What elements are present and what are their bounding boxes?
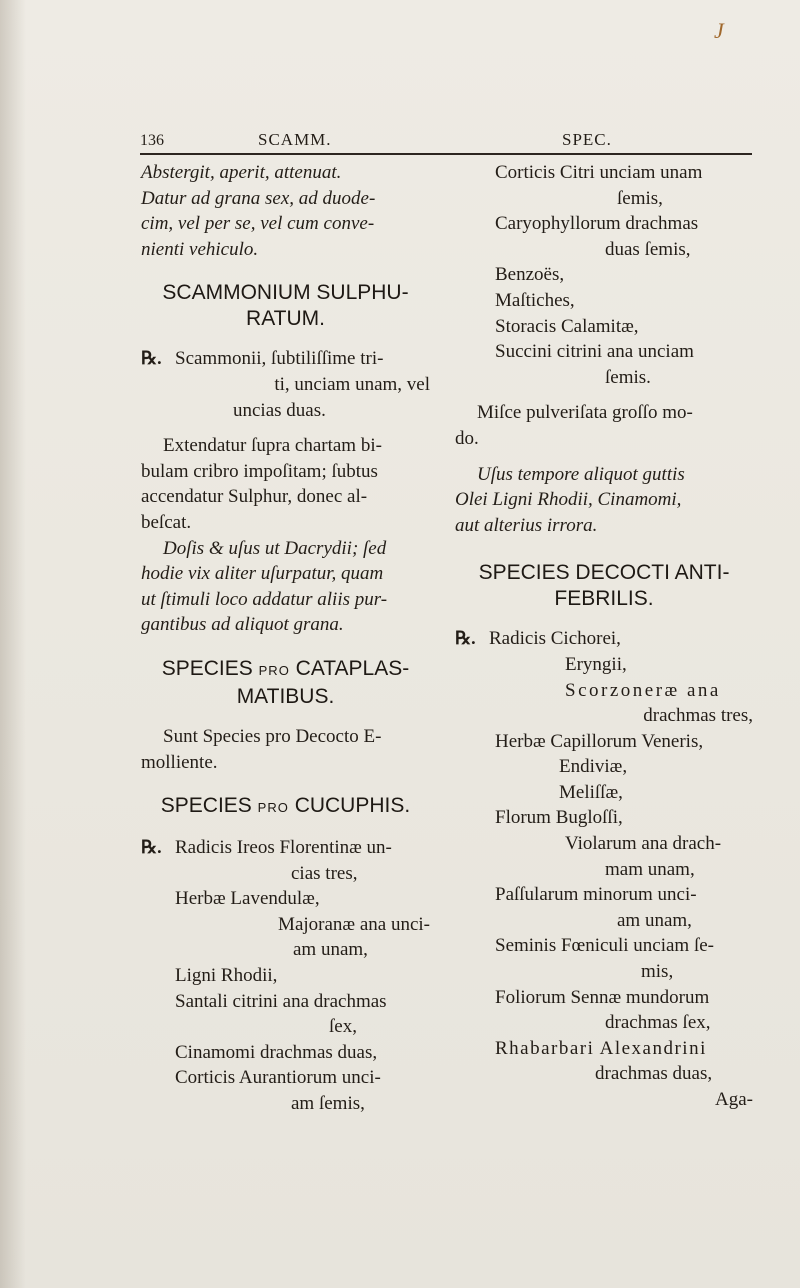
recipe-line (141, 346, 430, 372)
instruction-line: accendatur Sulphur, donec al- (141, 486, 368, 508)
recipe-text: Endiviæ, (559, 756, 628, 778)
heading-word: MATIBUS. (236, 684, 335, 708)
heading-word: SPECIES (161, 656, 253, 680)
recipe-text: Caryophyllorum drachmas (495, 213, 699, 235)
recipe-text: drachmas ſex, (605, 1012, 711, 1034)
note-line: molliente. (141, 751, 218, 773)
heading-word: CUCUPHIS. (294, 794, 411, 818)
instruction-line: beſcat. (141, 511, 192, 533)
recipe-text: Rhabarbari Alexandrini (495, 1037, 707, 1059)
catchword: Aga- (715, 1089, 753, 1110)
recipe-text: drachmas tres, (643, 705, 753, 727)
mix-line: Miſce pulveriſata groſſo mo- (477, 402, 693, 424)
recipe-text: ti, unciam unam, vel (274, 373, 430, 395)
recipe-text: duas ſemis, (605, 238, 691, 260)
usage-line: cim, vel per se, vel cum conve- (141, 213, 375, 235)
usage-line: Abstergit, aperit, attenuat. (141, 162, 342, 183)
dosage-line: Doſis & uſus ut Dacrydii; ſed (163, 537, 387, 559)
heading-small-caps: PRO (257, 800, 289, 816)
recipe-text: Corticis Citri unciam unam (495, 162, 703, 183)
recipe-text: Eryngii, (565, 653, 627, 675)
instruction-line: bulam cribro impoſitam; ſubtus (141, 460, 378, 482)
usage-line: Datur ad grana sex, ad duode- (141, 187, 376, 209)
dosage-line: gantibus ad aliquot grana. (141, 614, 344, 636)
recipe-text: Santali citrini ana drachmas (175, 990, 387, 1012)
dosage-line: ut ſtimuli loco addatur aliis pur- (141, 588, 388, 610)
recipe-text: Radicis Cichorei, (489, 628, 621, 650)
section-heading-scammonium: SCAMMONIUM SULPHU- RATUM. (162, 281, 409, 331)
recipe-symbol: ℞. (141, 837, 162, 858)
recipe-text: ſex, (329, 1016, 357, 1038)
running-head-right: SPEC. (562, 130, 612, 149)
recipe-text: Florum Bugloſſi, (495, 807, 623, 829)
recipe-text: Benzoës, (495, 264, 565, 286)
recipe-text: Herbæ Lavendulæ, (175, 888, 320, 910)
recipe-text: Foliorum Sennæ mundorum (495, 986, 710, 1008)
recipe-text: Corticis Aurantiorum unci- (175, 1067, 381, 1089)
recipe-text: Storacis Calamitæ, (495, 315, 639, 337)
recipe-text: am ſemis, (291, 1093, 365, 1115)
section-heading-cataplasmatibus (141, 656, 430, 710)
recipe-text: Cinamomi drachmas duas, (175, 1041, 378, 1063)
recipe-text: Scorzoneræ ana (565, 679, 721, 701)
recipe-text: Paſſularum minorum unci- (495, 884, 697, 906)
recipe-text: am unam, (617, 909, 692, 931)
recipe-text: Seminis Fœniculi unciam ſe- (495, 935, 715, 957)
usage-line: Olei Ligni Rhodii, Cinamomi, (455, 489, 682, 511)
mix-line: do. (455, 427, 479, 449)
recipe-text: Herbæ Capillorum Veneris, (495, 730, 704, 752)
left-column (141, 160, 430, 1117)
recipe-text: mis, (641, 961, 674, 983)
section-heading-cucuphis (141, 793, 430, 821)
recipe-text: Majoranæ ana unci- (278, 913, 430, 935)
instruction-line: Extendatur ſupra chartam bi- (163, 435, 382, 457)
usage-line: aut alterius irrora. (455, 514, 598, 536)
heading-small-caps: PRO (258, 662, 290, 678)
recipe-symbol: ℞. (455, 628, 476, 649)
recipe-text: mam unam, (605, 858, 695, 880)
note-line: Sunt Species pro Decocto E- (163, 725, 382, 747)
usage-line: nienti vehiculo. (141, 238, 259, 260)
dosage-line: hodie vix aliter uſurpatur, quam (141, 563, 384, 585)
recipe-text: Radicis Ireos Florentinæ un- (175, 837, 392, 859)
recipe-text: ſemis, (617, 187, 663, 209)
corner-ink-mark: J (714, 18, 724, 43)
recipe-text: drachmas duas, (595, 1063, 713, 1085)
recipe-text: Violarum ana drach- (565, 833, 722, 855)
page-header (0, 128, 800, 152)
recipe-line (455, 626, 753, 652)
section-heading-decocti: SPECIES DECOCTI ANTI- FEBRILIS. (478, 561, 730, 611)
recipe-line (141, 835, 430, 861)
recipe-text: Ligni Rhodii, (175, 965, 278, 987)
header-rule (140, 153, 752, 155)
recipe-text: am unam, (293, 939, 368, 961)
heading-word: CATAPLAS- (295, 656, 410, 680)
right-column (455, 160, 753, 1113)
recipe-text: Scammonii, ſubtiliſſime tri- (175, 348, 384, 370)
usage-line: Uſus tempore aliquot guttis (477, 463, 685, 485)
recipe-text: Maſtiches, (495, 289, 575, 311)
recipe-text: ſemis. (605, 366, 651, 388)
recipe-text: Meliſſæ, (559, 781, 623, 803)
recipe-text: cias tres, (291, 862, 358, 884)
page-number: 136 (140, 132, 164, 149)
recipe-text: uncias duas. (233, 399, 326, 421)
running-head-left: SCAMM. (258, 130, 332, 149)
recipe-text: Succini citrini ana unciam (495, 341, 694, 363)
recipe-symbol: ℞. (141, 348, 162, 369)
heading-word: SPECIES (160, 794, 252, 818)
